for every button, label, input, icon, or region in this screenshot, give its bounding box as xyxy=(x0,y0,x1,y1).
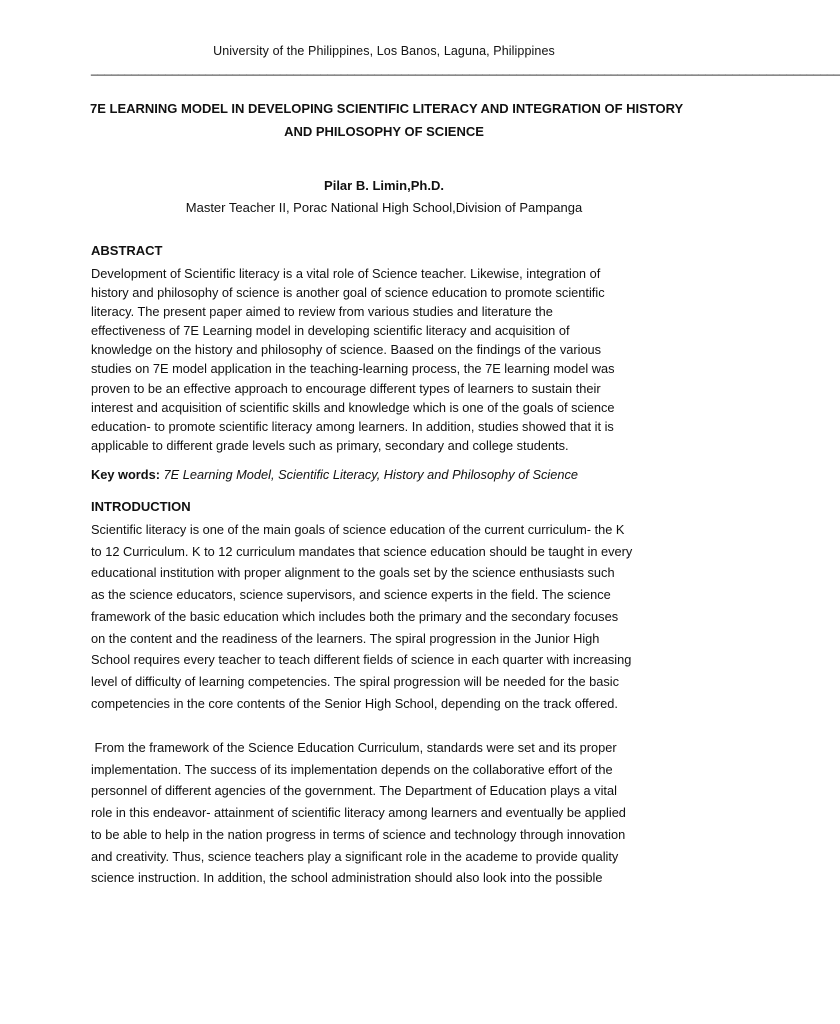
intro-line: role in this endeavor- attainment of scientific literacy among learners and eventually be applied xyxy=(91,805,626,821)
abstract-heading: ABSTRACT xyxy=(91,243,163,258)
intro-line: educational institution with proper alignment to the goals set by the science enthusiasts such xyxy=(91,565,615,581)
abstract-line: studies on 7E model application in the teaching-learning process, the 7E learning model was xyxy=(91,361,615,377)
intro-line: School requires every teacher to teach different fields of science in each quarter with increasing xyxy=(91,652,632,668)
intro-line: on the content and the readiness of the learners. The spiral progression in the Junior High xyxy=(91,630,600,646)
author-affiliation: Master Teacher II, Porac National High School,Division of Pampanga xyxy=(185,200,583,215)
institution-header: University of the Philippines, Los Banos, Laguna, Philippines xyxy=(213,44,555,58)
intro-line: to be able to help in the nation progress in terms of science and technology through innovation xyxy=(91,826,626,842)
abstract-line: literacy. The present paper aimed to review from various studies and literature the xyxy=(91,304,553,320)
intro-line: competencies in the core contents of the Senior High School, depending on the track offered. xyxy=(91,695,618,711)
paper-title xyxy=(90,97,684,143)
intro-line: as the science educators, science supervisors, and science experts in the field. The science xyxy=(91,587,611,603)
title-line: 7E LEARNING MODEL IN DEVELOPING SCIENTIFIC LITERACY AND INTEGRATION OF HISTORY xyxy=(90,101,684,116)
header-rule: _______________________________________________________________________________________________________________ xyxy=(91,62,840,76)
keywords xyxy=(91,467,691,482)
intro-line: personnel of different agencies of the government. The Department of Education plays a vital xyxy=(91,783,617,799)
intro-line: From the framework of the Science Education Curriculum, standards were set and its proper xyxy=(91,740,617,755)
intro-line: and creativity. Thus, science teachers play a significant role in the academe to provide quality xyxy=(91,848,619,864)
abstract-line: proven to be an effective approach to encourage different types of learners to sustain their xyxy=(91,380,601,396)
intro-line: to 12 Curriculum. K to 12 curriculum mandates that science education should be taught in every xyxy=(91,543,633,559)
introduction-heading: INTRODUCTION xyxy=(91,499,191,514)
abstract-line: effectiveness of 7E Learning model in developing scientific literacy and acquisition of xyxy=(91,323,570,339)
abstract-body xyxy=(91,264,683,455)
abstract-line: history and philosophy of science is another goal of science education to promote scientific xyxy=(91,285,605,301)
author-name: Pilar B. Limin,Ph.D. xyxy=(324,178,444,193)
introduction-paragraph-1 xyxy=(91,519,683,714)
introduction-paragraph-2 xyxy=(91,737,683,889)
intro-line: implementation. The success of its implementation depends on the collaborative effort of the xyxy=(91,761,613,777)
intro-line: level of difficulty of learning competencies. The spiral progression will be needed for the basic xyxy=(91,673,620,689)
intro-line: framework of the basic education which includes both the primary and the secondary focuses xyxy=(91,608,619,624)
intro-line: science instruction. In addition, the school administration should also look into the possible xyxy=(91,870,603,886)
intro-line: Scientific literacy is one of the main goals of science education of the current curriculum- the K xyxy=(91,522,625,537)
abstract-line: interest and acquisition of scientific skills and knowledge which is one of the goals of science xyxy=(91,399,615,415)
abstract-line: Development of Scientific literacy is a vital role of Science teacher. Likewise, integration of xyxy=(91,266,601,281)
keywords-label: Key words: xyxy=(91,467,160,482)
abstract-line: education- to promote scientific literacy among learners. In addition, studies showed that it is xyxy=(91,418,614,434)
abstract-line: applicable to different grade levels such as primary, secondary and college students. xyxy=(91,437,569,453)
abstract-line: knowledge on the history and philosophy of science. Baased on the findings of the various xyxy=(91,342,602,358)
title-line: AND PHILOSOPHY OF SCIENCE xyxy=(284,124,484,139)
keywords-text: 7E Learning Model, Scientific Literacy, History and Philosophy of Science xyxy=(163,467,579,482)
